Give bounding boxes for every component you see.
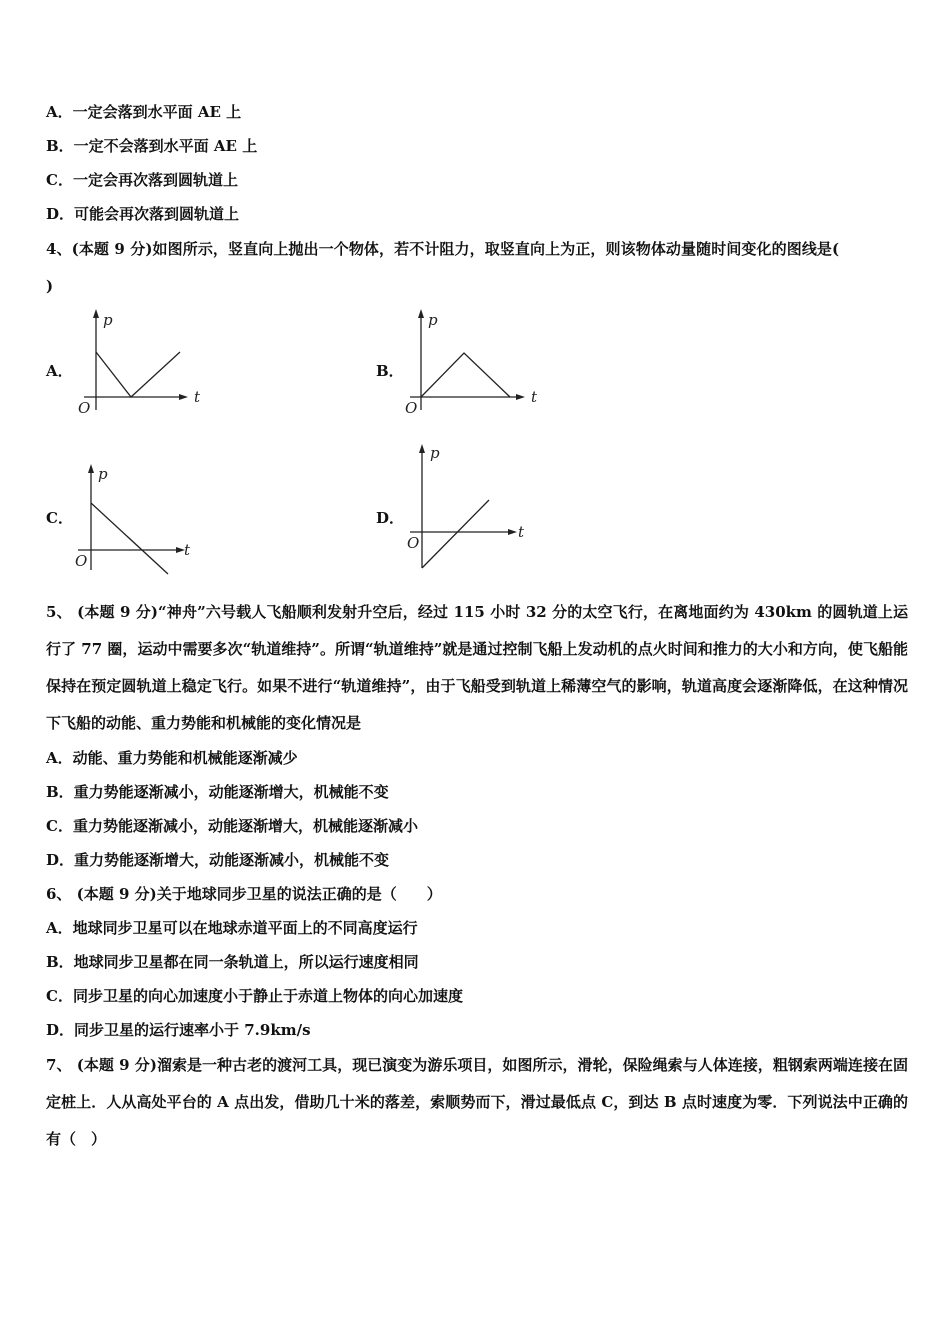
q5-option-d: D．重力势能逐渐增大，动能逐渐减小，机械能不变 bbox=[46, 851, 390, 869]
q6-option-d: D．同步卫星的运行速率小于 7.9km/s bbox=[46, 1021, 311, 1039]
q6-option-b: B．地球同步卫星都在同一条轨道上，所以运行速度相同 bbox=[46, 953, 419, 971]
origin-label: O bbox=[407, 534, 420, 552]
q4-graph-a bbox=[70, 305, 220, 420]
origin-label: O bbox=[405, 399, 418, 417]
q7-stem: 7、 (本题 9 分)溜索是一种古老的渡河工具，现已演变为游乐项目，如图所示，滑轮，保险绳索与人体连接，粗钢索两端连接在固定桩上．人从高处平台的 A 点出发，借助几十米的落差，索顺势而下，滑过最低点 C，到达 B 点时速度为零．下列说法中正确的有（ ） bbox=[46, 1056, 908, 1148]
q5-option-a: A．动能、重力势能和机械能逐渐减少 bbox=[46, 749, 298, 767]
q6-option-c: C．同步卫星的向心加速度小于静止于赤道上物体的向心加速度 bbox=[46, 987, 463, 1005]
q3-option-d: D．可能会再次落到圆轨道上 bbox=[46, 205, 240, 223]
q4-graph-d bbox=[400, 440, 550, 575]
q4-stem: 4、(本题 9 分)如图所示，竖直向上抛出一个物体，若不计阻力，取竖直向上为正，则该物体动量随时间变化的图线是( bbox=[46, 240, 840, 258]
q3-option-a: A．一定会落到水平面 AE 上 bbox=[46, 103, 242, 121]
axis-label-p: p bbox=[103, 311, 113, 329]
q4-label-d: D． bbox=[376, 509, 405, 527]
axis-label-p: p bbox=[430, 444, 440, 462]
axis-label-p: p bbox=[98, 465, 108, 483]
axis-label-t: t bbox=[518, 523, 525, 541]
q4-label-b: B． bbox=[376, 362, 404, 380]
momentum-line bbox=[422, 500, 489, 568]
q3-option-c: C．一定会再次落到圆轨道上 bbox=[46, 171, 238, 189]
q5-stem: 5、 (本题 9 分)“神舟”六号载人飞船顺利发射升空后，经过 115 小时 32 分的太空飞行，在离地面约为 430km 的圆轨道上运行了 77 圈，运动中需要多次“轨道维持”。所谓“轨道维持”就是通过控制飞船上发动机的点火时间和推力的大小和方向，使飞船能保持在预定圆轨道上稳定飞行。如果不进行“轨道维持”，由于飞船受到轨道上稀薄空气的影响，轨道高度会逐渐降低，在这种情况下飞船的动能、重力势能和机械能的变化情况是 bbox=[46, 603, 908, 732]
q5-option-b: B．重力势能逐渐减小，动能逐渐增大，机械能不变 bbox=[46, 783, 389, 801]
momentum-line bbox=[91, 503, 168, 574]
axis-label-t: t bbox=[531, 388, 538, 406]
momentum-line bbox=[96, 352, 180, 397]
q3-option-b: B．一定不会落到水平面 AE 上 bbox=[46, 137, 258, 155]
axis-label-p: p bbox=[428, 311, 438, 329]
q4-graph-b bbox=[400, 305, 550, 420]
q4-label-c: C． bbox=[46, 509, 73, 527]
origin-label: O bbox=[75, 552, 88, 570]
q5-option-c: C．重力势能逐渐减小，动能逐渐增大，机械能逐渐减小 bbox=[46, 817, 418, 835]
momentum-line bbox=[421, 353, 510, 397]
q4-label-a: A． bbox=[46, 362, 73, 380]
q6-option-a: A．地球同步卫星可以在地球赤道平面上的不同高度运行 bbox=[46, 919, 418, 937]
q6-stem: 6、 (本题 9 分)关于地球同步卫星的说法正确的是（ ） bbox=[46, 885, 442, 903]
q4-graph-c bbox=[70, 460, 220, 580]
origin-label: O bbox=[78, 399, 91, 417]
axis-label-t: t bbox=[194, 388, 201, 406]
axis-label-t: t bbox=[184, 541, 191, 559]
q4-stem-end: ) bbox=[46, 277, 54, 295]
